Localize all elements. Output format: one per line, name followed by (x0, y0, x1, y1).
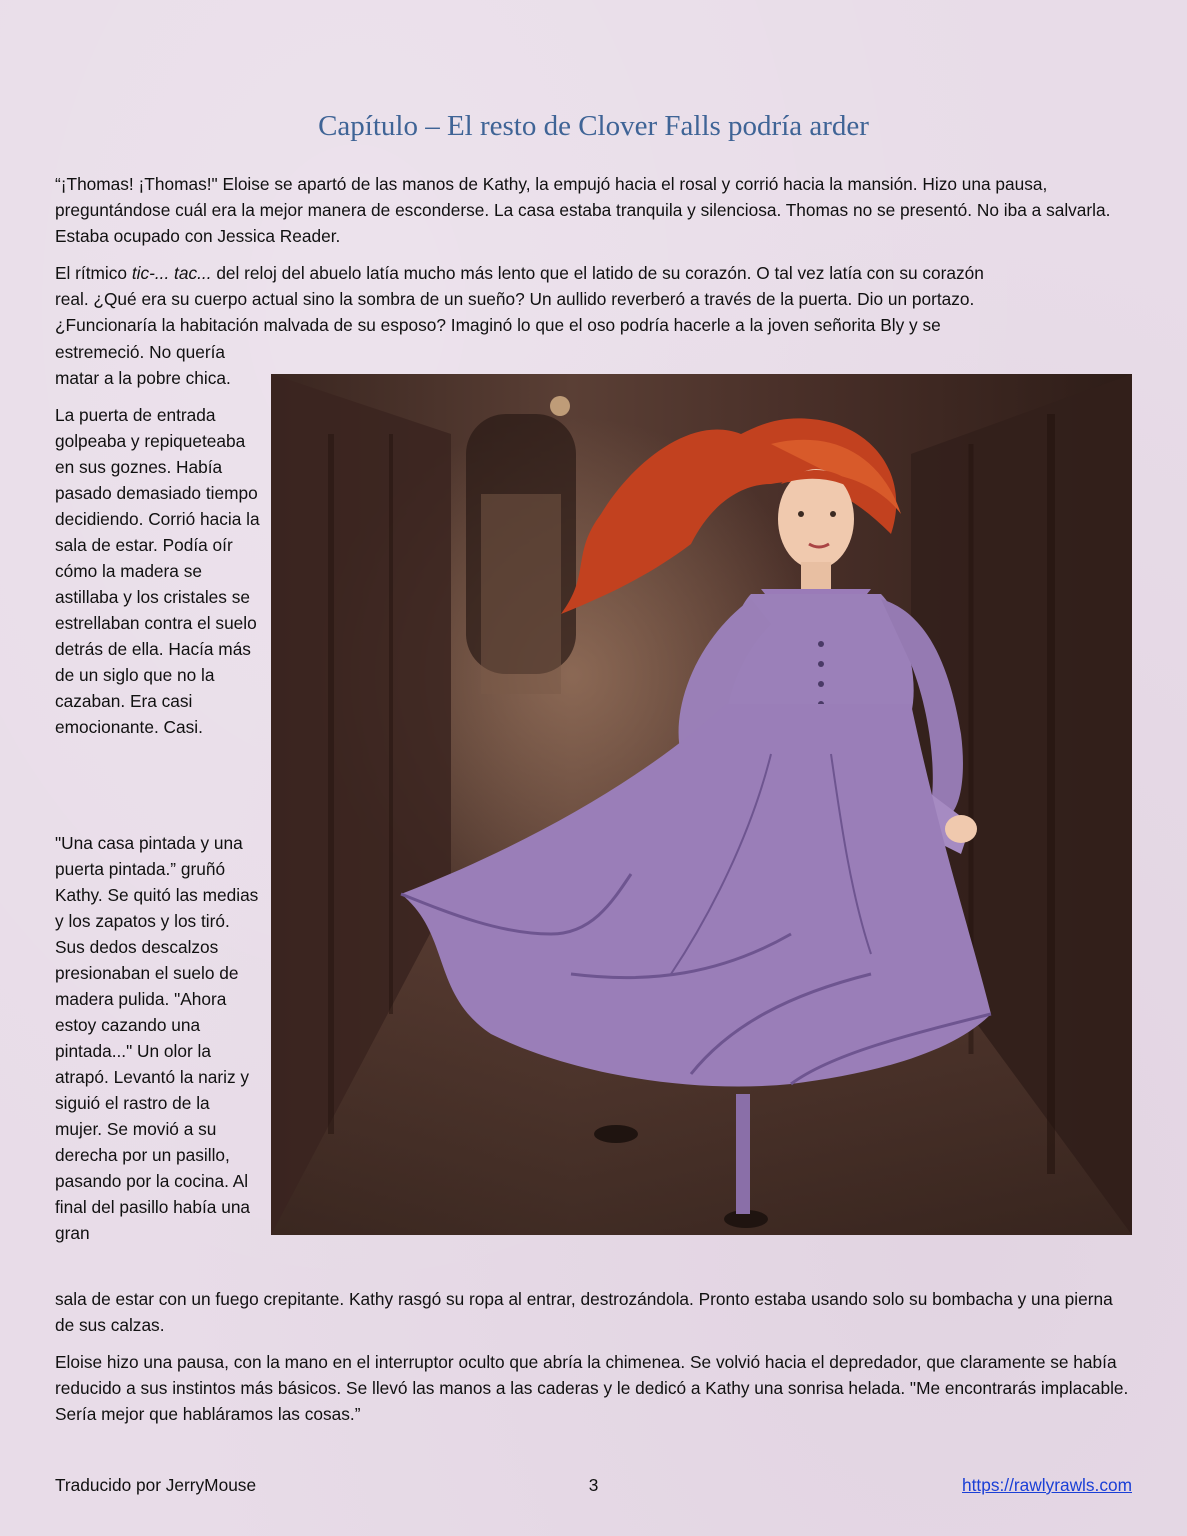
paragraph-1: “¡Thomas! ¡Thomas!" Eloise se apartó de las manos de Kathy, la empujó hacia el rosal y corrió hacia la mansión. Hizo una pausa, preguntándose cuál era la mejor manera de esconderse. La casa estaba tranquila y silenciosa. Thomas no se presentó. No iba a salvarla. Estaba ocupado con Jessica Reader. (55, 174, 1111, 246)
paragraph-4-continued: sala de estar con un fuego crepitante. Kathy rasgó su ropa al entrar, destrozándola. Pronto estaba usando solo su bombacha y una pierna de sus calzas. (55, 1289, 1113, 1335)
paragraph-4-wrap: "Una casa pintada y una puerta pintada.” gruñó Kathy. Se quitó las medias y los zapatos y los tiró. Sus dedos descalzos presionaban el suelo de madera pulida. "Ahora estoy cazando una pintada..." Un olor la atrapó. Levantó la nariz y siguió el rastro de la mujer. Se movió a su derecha por un pasillo, pasando por la cocina. Al final del pasillo había una gran (55, 833, 259, 1243)
illustration-svg (271, 374, 1132, 1235)
footer-translator: Traducido por JerryMouse (55, 1475, 257, 1495)
paragraph-2-prefix: El rítmico (55, 263, 132, 283)
paragraph-3: La puerta de entrada golpeaba y repiqueteaba en sus goznes. Había pasado demasiado tiempo decidiendo. Corrió hacia la sala de estar. Podía oír cómo la madera se astillaba y los cristales se estrellaban contra el suelo detrás de ella. Hacía más de un siglo que no la cazaban. Era casi emocionante. Casi. (55, 405, 260, 737)
page-number: 3 (588, 1475, 599, 1495)
paragraph-2-line1: del reloj del abuelo latía mucho más lento que el latido de su corazón. O tal vez latía con su corazón (211, 263, 984, 283)
paragraph-2 (55, 260, 1135, 338)
paragraph-2-line3: ¿Funcionaría la habitación malvada de su esposo? Imaginó lo que el oso podría hacerle a la joven señorita Bly y se (55, 315, 941, 335)
chapter-title: Capítulo – El resto de Clover Falls podría arder (318, 110, 869, 142)
footer-website-link[interactable]: https://rawlyrawls.com (962, 1475, 1132, 1495)
paragraph-2-tic-tac: tic-... tac... (131, 263, 212, 283)
paragraph-2-wrap: estremeció. No quería matar a la pobre chica. (55, 342, 231, 388)
paragraph-2-line2: real. ¿Qué era su cuerpo actual sino la sombra de un sueño? Un aullido reverberó a través de la puerta. Dio un portazo. (55, 289, 975, 309)
illustration-running-woman (271, 374, 1132, 1235)
paragraph-5: Eloise hizo una pausa, con la mano en el interruptor oculto que abría la chimenea. Se volvió hacia el depredador, que claramente se había reducido a sus instintos más básicos. Se llevó las manos a las caderas y le dedicó a Kathy una sonrisa helada. "Me encontrarás implacable. Sería mejor que habláramos las cosas.” (55, 1352, 1129, 1424)
